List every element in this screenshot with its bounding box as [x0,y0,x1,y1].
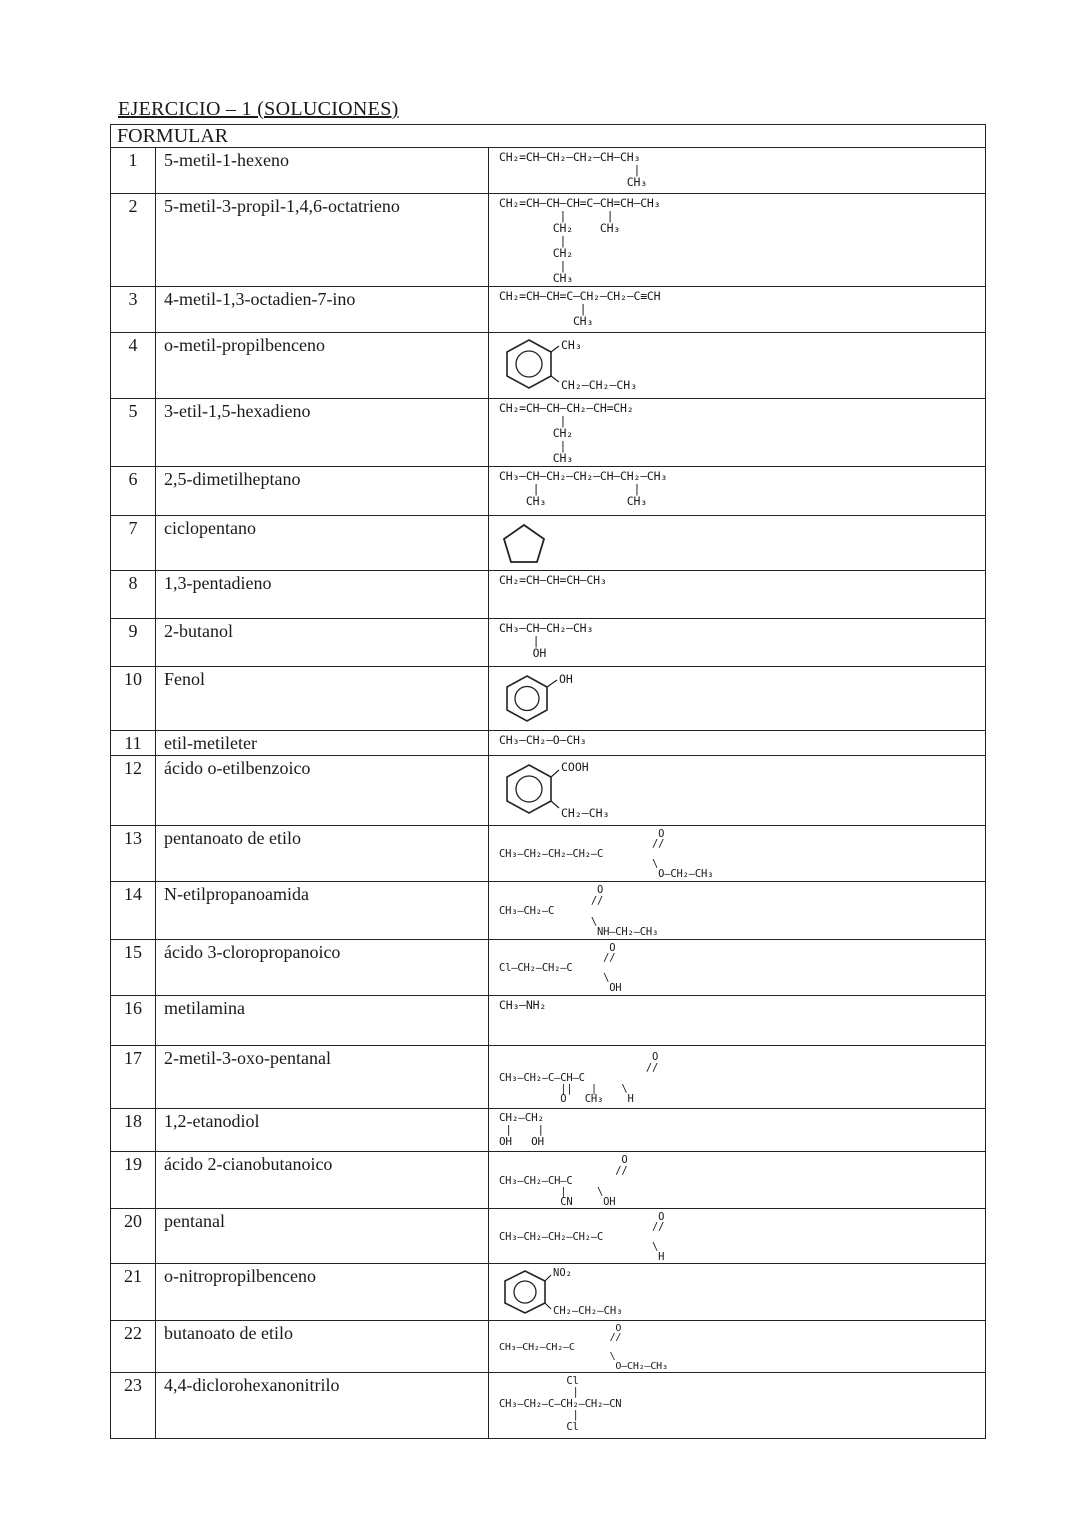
table-row [111,996,986,1046]
compound-name: pentanal [156,1208,489,1263]
table-row [111,619,986,667]
structural-formula: CH₃—NH₂ [499,998,547,1012]
formula-cell [489,333,986,399]
table-row [111,194,986,287]
compound-name: 2,5-dimetilheptano [156,467,489,516]
table-row [111,1372,986,1438]
row-number: 1 [111,148,156,194]
compound-name: ácido 3-cloropropanoico [156,940,489,996]
formula-cell [489,287,986,333]
table-row [111,1046,986,1109]
compound-name: ciclopentano [156,516,489,571]
page-title: EJERCICIO – 1 (SOLUCIONES) [118,98,399,120]
formula-cell [489,194,986,287]
row-number: 5 [111,399,156,467]
formula-cell [489,148,986,194]
structural-formula: O // CH₃—CH₂—C \ NH—CH₂—CH₃ [499,884,659,938]
row-number: 21 [111,1263,156,1320]
row-number: 12 [111,756,156,826]
compound-name: 3-etil-1,5-hexadieno [156,399,489,467]
structural-formula: CH₂=CH—CH—CH=C—CH=CH—CH₃ | | CH₂ CH₃ | CH₂ | CH₃ [499,196,661,285]
table-row [111,571,986,619]
table-row [111,756,986,826]
formula-cell [489,1152,986,1209]
row-number: 11 [111,731,156,756]
row-number: 22 [111,1320,156,1372]
row-number: 19 [111,1152,156,1209]
structural-formula: O // CH₃—CH₂—CH₂—CH₂—C \ O—CH₂—CH₃ [499,828,714,880]
table-row [111,1263,986,1320]
compound-name: ácido o-etilbenzoico [156,756,489,826]
structural-formula: O // CH₃—CH₂—C—CH—C || | \ O CH₃ H [499,1051,659,1105]
row-number: 17 [111,1046,156,1109]
formula-cell [489,1263,986,1320]
compound-name: Fenol [156,667,489,731]
formula-cell [489,940,986,996]
formula-cell [489,399,986,467]
structural-formula: CH₂—CH₂ | | OH OH [499,1111,544,1148]
row-number: 6 [111,467,156,516]
solutions-table [110,147,986,1439]
structural-formula: O // CH₃—CH₂—CH₂—CH₂—C \ H [499,1210,665,1263]
cyclopentane-ring-icon [499,521,549,567]
row-number: 3 [111,287,156,333]
substituent-label: CH₂—CH₂—CH₃ [561,378,638,392]
formula-cell [489,1046,986,1109]
formula-cell [489,996,986,1046]
substituent-label: COOH [561,760,589,774]
compound-name: o-metil-propilbenceno [156,333,489,399]
structural-formula: CH₃—CH—CH₂—CH₃ | OH [499,621,594,660]
substituent-label: OH [559,672,573,686]
substituent-label: CH₂—CH₂—CH₃ [553,1304,623,1317]
table-row [111,287,986,333]
structural-formula: CH₃—CH₂—O—CH₃ [499,733,587,747]
table-row [111,467,986,516]
substituent-label: CH₃ [561,338,582,352]
structural-formula: CH₂=CH—CH₂—CH₂—CH—CH₃ | CH₃ [499,150,647,189]
compound-name: 2-metil-3-oxo-pentanal [156,1046,489,1109]
row-number: 9 [111,619,156,667]
formula-cell [489,882,986,940]
formula-cell [489,1320,986,1372]
formula-cell [489,826,986,882]
formula-cell [489,1109,986,1152]
row-number: 18 [111,1109,156,1152]
structural-formula: Cl | CH₃—CH₂—C—CH₂—CH₂—CN | Cl [499,1374,622,1433]
formula-cell [489,667,986,731]
table-row [111,1152,986,1209]
compound-name: etil-metileter [156,731,489,756]
structural-formula: CH₃—CH—CH₂—CH₂—CH—CH₂—CH₃ | | CH₃ CH₃ [499,469,668,508]
structural-formula: O // CH₃—CH₂—CH₂—C \ O—CH₂—CH₃ [499,1322,668,1372]
table-row [111,667,986,731]
formula-cell [489,1208,986,1263]
substituent-label: NO₂ [553,1266,572,1279]
table-row [111,882,986,940]
table-row [111,731,986,756]
compound-name: pentanoato de etilo [156,826,489,882]
formula-cell [489,516,986,571]
row-number: 7 [111,516,156,571]
compound-name: 5-metil-3-propil-1,4,6-octatrieno [156,194,489,287]
compound-name: 5-metil-1-hexeno [156,148,489,194]
table-row [111,399,986,467]
structural-formula: CH₂=CH—CH=C—CH₂—CH₂—C≡CH | CH₃ [499,289,661,328]
row-number: 2 [111,194,156,287]
row-number: 10 [111,667,156,731]
table-row [111,1109,986,1152]
table-row [111,148,986,194]
table-row [111,940,986,996]
table-row [111,516,986,571]
compound-name: N-etilpropanoamida [156,882,489,940]
substituent-label: CH₂—CH₃ [561,806,610,820]
formula-cell [489,467,986,516]
row-number: 20 [111,1208,156,1263]
row-number: 14 [111,882,156,940]
row-number: 15 [111,940,156,996]
compound-name: 1,3-pentadieno [156,571,489,619]
row-number: 23 [111,1372,156,1438]
compound-name: metilamina [156,996,489,1046]
compound-name: o-nitropropilbenceno [156,1263,489,1320]
table-row [111,1208,986,1263]
table-row [111,1320,986,1372]
structural-formula: CH₂=CH—CH=CH—CH₃ [499,573,607,587]
formula-cell [489,619,986,667]
table-row [111,826,986,882]
row-number: 4 [111,333,156,399]
formula-cell [489,571,986,619]
row-number: 13 [111,826,156,882]
compound-name: 1,2-etanodiol [156,1109,489,1152]
compound-name: 4,4-diclorohexanonitrilo [156,1372,489,1438]
formula-cell [489,731,986,756]
structural-formula: O // Cl—CH₂—CH₂—C \ OH [499,942,622,994]
formula-cell [489,756,986,826]
structural-formula: CH₂=CH—CH—CH₂—CH=CH₂ | CH₂ | CH₃ [499,401,634,465]
formula-cell [489,1372,986,1438]
compound-name: 4-metil-1,3-octadien-7-ino [156,287,489,333]
row-number: 8 [111,571,156,619]
structural-formula: O // CH₃—CH₂—CH—C | \ CN OH [499,1154,628,1208]
table-row [111,333,986,399]
compound-name: butanoato de etilo [156,1320,489,1372]
compound-name: 2-butanol [156,619,489,667]
row-number: 16 [111,996,156,1046]
compound-name: ácido 2-cianobutanoico [156,1152,489,1209]
table-header: FORMULAR [110,124,986,148]
